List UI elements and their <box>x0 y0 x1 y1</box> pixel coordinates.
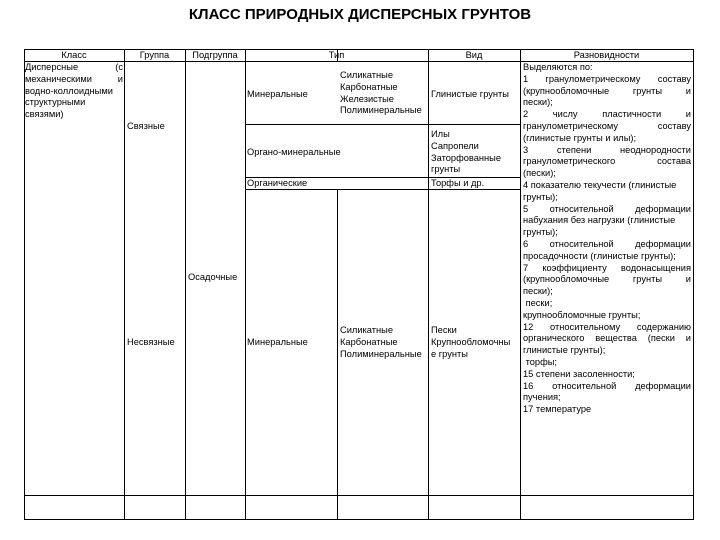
type-organo-mineral: Органо-минеральные <box>247 147 341 157</box>
raznovidnost-line: (крупнообломочные грунты и <box>523 274 691 285</box>
group-nesvyaznye: Несвязные <box>127 337 175 347</box>
type-mineral-1: Минеральные <box>247 89 308 99</box>
tip-item: Полиминеральные <box>340 105 422 116</box>
raznovidnost-line: 7 коэффициенту водонасыщения <box>523 262 691 273</box>
vid-torfy: Торфы и др. <box>431 178 485 188</box>
subgroup-osadochnye: Осадочные <box>188 272 238 282</box>
raznovidnost-line: 4 показателю текучести (глинистые <box>523 179 677 190</box>
vid-item: е грунты <box>431 348 468 359</box>
raznovidnost-line: (глинистые грунты и илы); <box>523 132 637 143</box>
raznovidnost-line: 3 степени неоднородности <box>523 144 691 155</box>
row-divider-mineral <box>245 124 520 125</box>
header-vid: Вид <box>465 50 483 60</box>
col-divider-4 <box>337 189 338 519</box>
tip-item: Полиминеральные <box>340 348 422 359</box>
klass-line: водно-коллоидными <box>25 85 113 96</box>
klass-line: механическими и <box>25 73 123 84</box>
tip-item: Силикатные <box>340 325 394 335</box>
tip-item: Силикатные <box>340 70 394 80</box>
header-gruppa: Группа <box>139 50 170 60</box>
raznovidnost-line: торфы; <box>523 356 557 367</box>
tip-list-2 <box>340 325 422 360</box>
col-divider-6 <box>520 49 521 519</box>
vid-organo <box>431 129 501 176</box>
raznovidnost-line: пески); <box>523 97 553 108</box>
vid-glinistye: Глинистые грунты <box>431 89 509 99</box>
header-klass: Класс <box>61 50 87 60</box>
vid-item: Крупнообломочны <box>431 336 511 347</box>
type-organic: Органические <box>247 178 308 188</box>
raznovidnost-line: 12 относительному содержанию <box>523 321 691 332</box>
group-svyaznye: Связные <box>127 121 165 131</box>
page-title: КЛАСС ПРИРОДНЫХ ДИСПЕРСНЫХ ГРУНТОВ <box>188 6 532 23</box>
klass-line: связями) <box>25 109 64 120</box>
table-bottom-border <box>24 519 694 520</box>
raznovidnost-line: гранулометрического состава <box>523 156 691 167</box>
vid-item: Пески <box>431 325 457 335</box>
raznovidnost-line: органического вещества (пески и <box>523 333 691 344</box>
raznovidnost-line: 1 гранулометрическому составу <box>523 73 691 84</box>
raznovidnost-line: Выделяются по: <box>523 62 593 72</box>
raznovidnost-line: пески; <box>523 297 553 308</box>
tip-list-1 <box>340 70 422 117</box>
raznovidnost-line: 16 относительной деформации <box>523 380 691 391</box>
header-tip: Тип <box>328 50 345 60</box>
vid-peski <box>431 325 510 360</box>
klass-line: Дисперсные (с <box>25 62 123 72</box>
vid-item: грунты <box>431 164 461 175</box>
klass-cell <box>25 62 123 121</box>
type-mineral-2: Минеральные <box>247 337 308 347</box>
raznovidnost-line: 17 температуре <box>523 404 592 415</box>
raznovidnost-line: гранулометрическому составу <box>523 120 691 131</box>
vid-item: Заторфованные <box>431 152 502 163</box>
raznovidnost-line: просадочности (глинистые грунты); <box>523 250 676 261</box>
tip-item: Железистые <box>340 93 394 104</box>
col-divider-1 <box>124 49 125 519</box>
table-right-border <box>693 49 694 519</box>
header-raznovidnosti: Разновидности <box>573 50 640 60</box>
raznovidnost-line: 15 степени засоленности; <box>523 368 635 379</box>
raznovidnosti-cell <box>523 62 691 416</box>
raznovidnost-line: 2 числу пластичности и <box>523 109 691 120</box>
raznovidnost-line: 5 относительной деформации <box>523 203 691 214</box>
raznovidnost-line: 6 относительной деформации <box>523 238 691 249</box>
raznovidnost-line: грунты); <box>523 227 558 238</box>
raznovidnost-line: грунты); <box>523 191 558 202</box>
raznovidnost-line: пучения; <box>523 392 561 403</box>
tip-item: Карбонатные <box>340 336 398 347</box>
raznovidnost-line: (пески); <box>523 168 556 179</box>
vid-item: Илы <box>431 129 450 139</box>
col-divider-2 <box>185 49 186 519</box>
raznovidnost-line: глинистые грунты); <box>523 345 606 356</box>
klass-line: структурными <box>25 97 86 108</box>
raznovidnost-line: крупнообломочные грунты; <box>523 309 641 320</box>
tip-item: Карбонатные <box>340 81 398 92</box>
col-divider-5 <box>428 49 429 519</box>
vid-item: Сапропели <box>431 140 479 151</box>
header-podgruppa: Подгруппа <box>192 50 238 60</box>
col-divider-3 <box>245 49 246 519</box>
raznovidnost-line: (крупнообломочные грунты и <box>523 85 691 96</box>
raznovidnost-line: набухания без нагрузки (глинистые <box>523 215 676 226</box>
raznovidnost-line: пески); <box>523 286 553 297</box>
